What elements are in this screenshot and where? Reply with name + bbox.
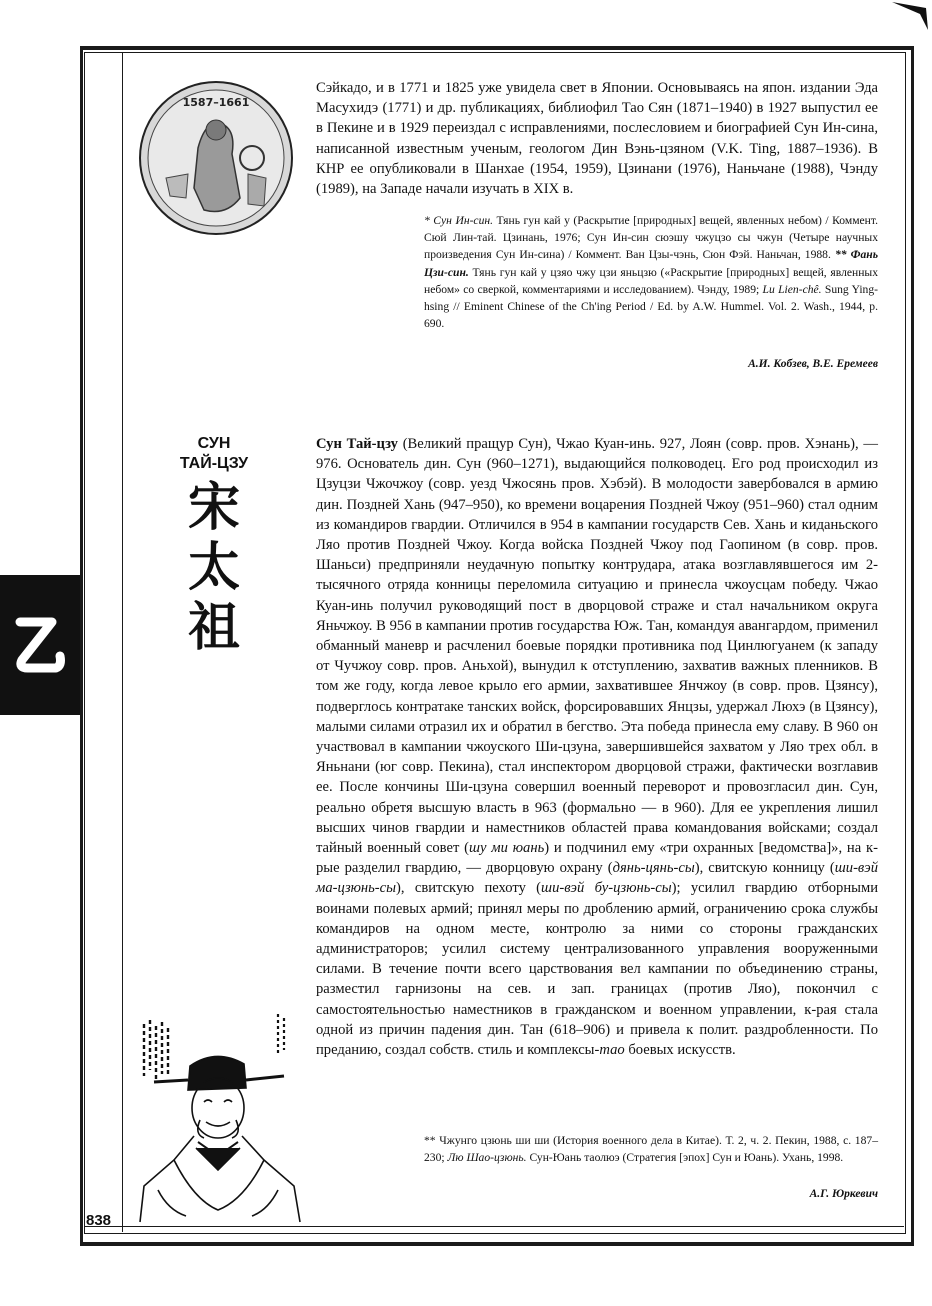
main-article-footnote: ** Чжунго цзюнь ши ши (История военного дела в Китае). Т. 2, ч. 2. Пекин, 1988, с. 187–230; Лю Шао-цзюнь. Сун-Юань таолюэ (Стратегия [эпох] Сун и Юань). Ухань, 1998.: [424, 1134, 878, 1165]
commemorative-coin-image: [136, 78, 296, 238]
section-tab-glyph-icon: [6, 600, 66, 690]
emperor-portrait-image: [134, 1010, 304, 1224]
corner-arrow-icon: [892, 0, 932, 32]
top-article-text: [316, 78, 878, 199]
top-article-author: А.И. Кобзев, В.Е. Еремеев: [748, 358, 878, 370]
left-margin-rule: [122, 52, 123, 1232]
page-number: 838: [86, 1212, 112, 1229]
bottom-rule: [84, 1226, 904, 1227]
top-article-paragraph: Сэйкадо, и в 1771 и 1825 уже увидела свет в Японии. Основываясь на япон. издании Эда Масухидэ (1771) и др. публикациях, библиофил Тао Сян (1871–1940) в 1927 выпустил ее в Пекине и в 1929 переиздал с исправлениями, послесловием и биографией Сун Ин-сина, написанной известным ученым, геологом Дин Вэнь-цзяном (V.K. Ting, 1887–1936). В КНР ее опубликовали в Шанхае (1954, 1959), Цзинани (1976), Наньчане (1988), Чэнду (1989), на Западе начали изучать в XIX в.: [316, 80, 878, 198]
top-article-footnote: * Сун Ин-син. Тянь гун кай у (Раскрытие [природных] вещей, явленных небом) / Коммент. Сюй Лин-тай. Цзинань, 1976; Сун Ин-син сюэшу чжуцзо сы чжун (Четыре научных произведения Сун Ин-сина) / Коммент. Ван Цзы-чэнь, Сюн Фэй. Наньчан, 1988. ** Фань Цзи-син. Тянь гун кай у цзяо чжу цзи яньцзю («Раскрытие [природных] вещей, явленных небом» со сверкой, комментариями и исследованием). Чэнду, 1989; Lu Lien-chê. Sung Ying-hsing // Eminent Chinese of the Ch'ing Period / Ed. by A.W. Hummel. Vol. 2. Wash., 1944, p. 690.: [424, 214, 878, 331]
article-heading: СУН ТАЙ-ЦЗУ: [179, 435, 249, 472]
article-lead: Сун Тай-цзу: [316, 436, 398, 452]
coin-inscription: 1587–1661: [182, 96, 250, 109]
article-heading-hanzi: 宋 太 祖: [187, 478, 240, 658]
main-article-author: А.Г. Юркевич: [809, 1188, 878, 1200]
main-article-text: Сун Тай-цзу (Великий пращур Сун), Чжао Куан-инь. 927, Лоян (совр. пров. Хэнань), — 976. Основатель дин. Сун (960–1271), выдающийся полководец. Его род происходил из Цзуцзи Чжочжоу (совр. уезд Чжосянь пров. Хэбэй). В молодости завербовался в армию дин. Поздней Хань (947–950), ко времени воцарения Поздней Чжоу (951–960) стал одним из командиров гвардии. Отличился в 954 в кампании государств Сев. Хань и киданьского Ляо против Поздней Чжоу. Когда войска Поздней Чжоу под Гаопином (в совр. пров. Шаньси) предприняли неудачную попытку контрудара, атака возглавлявшегося им 2-тысячного отряда конницы переломила ситуацию и принесла чжоусцам победу. Чжао Куан-инь получил руководящий пост в дворцовой страже и стал начальником округа Яньчжоу. В 956 в кампании против государства Юж. Тан, командуя авангардом, применил обманный маневр и расчленил боевые порядки противника под Цинлюгуанем (к западу от Чучжоу совр. пров. Аньхой), вынудил к отступлению, захватив важных пленников. В том же году, когда левое крыло его армии, захватившее Янчжоу (в совр. пров. Цзянсу), подверглось контратаке танских войск, форсировавших Янцзы, удержал Люхэ (в Цзянсу), малыми силами отразил их и обратил в бегство. Эта победа принесла ему славу. В 960 он участвовал в кампании чжоуского Ши-цзуна, завершившейся захватом у Ляо трех обл. в Яньнани (юг совр. Пекина), стал инспектором дворцовой стражи, фактически возглавив ее. После кончины Ши-цзуна совершил военный переворот и провозгласил дин. Сун, реально обретя высшую власть в 963 (формально — в 960). Для ее укрепления лишил высших чинов гвардии и наместников областей права командования войсками; создал тайный военный совет (шу ми юань) и подчинил ему «три охранных [ведомства]», на к-рые разделил гвардию, — дворцовую охрану (дянь-цянь-сы), свитскую конницу (ши-вэй ма-цзюнь-сы), свитскую пехоту (ши-вэй бу-цзюнь-сы); усилил гвардию отборными воинами полевых армий; принял меры по дроблению армий, ограничению срока службы командиров на одном месте, контролю за ними со стороны гражданских администраторов; усилил систему централизованного управления вооруженными силами. В течение почти всего царствования вел кампании по объединению страны, разместил гарнизоны на сев. и зап. границах (против Ляо), покончил с самостоятельностью наместников в гражданском и военном управлении, к-рая стала одной из причин падения дин. Тан (618–906) и привела к полит. раздробленности. По преданию, создал собств. стиль и комплексы-тао боевых искусств.: [316, 436, 878, 1059]
